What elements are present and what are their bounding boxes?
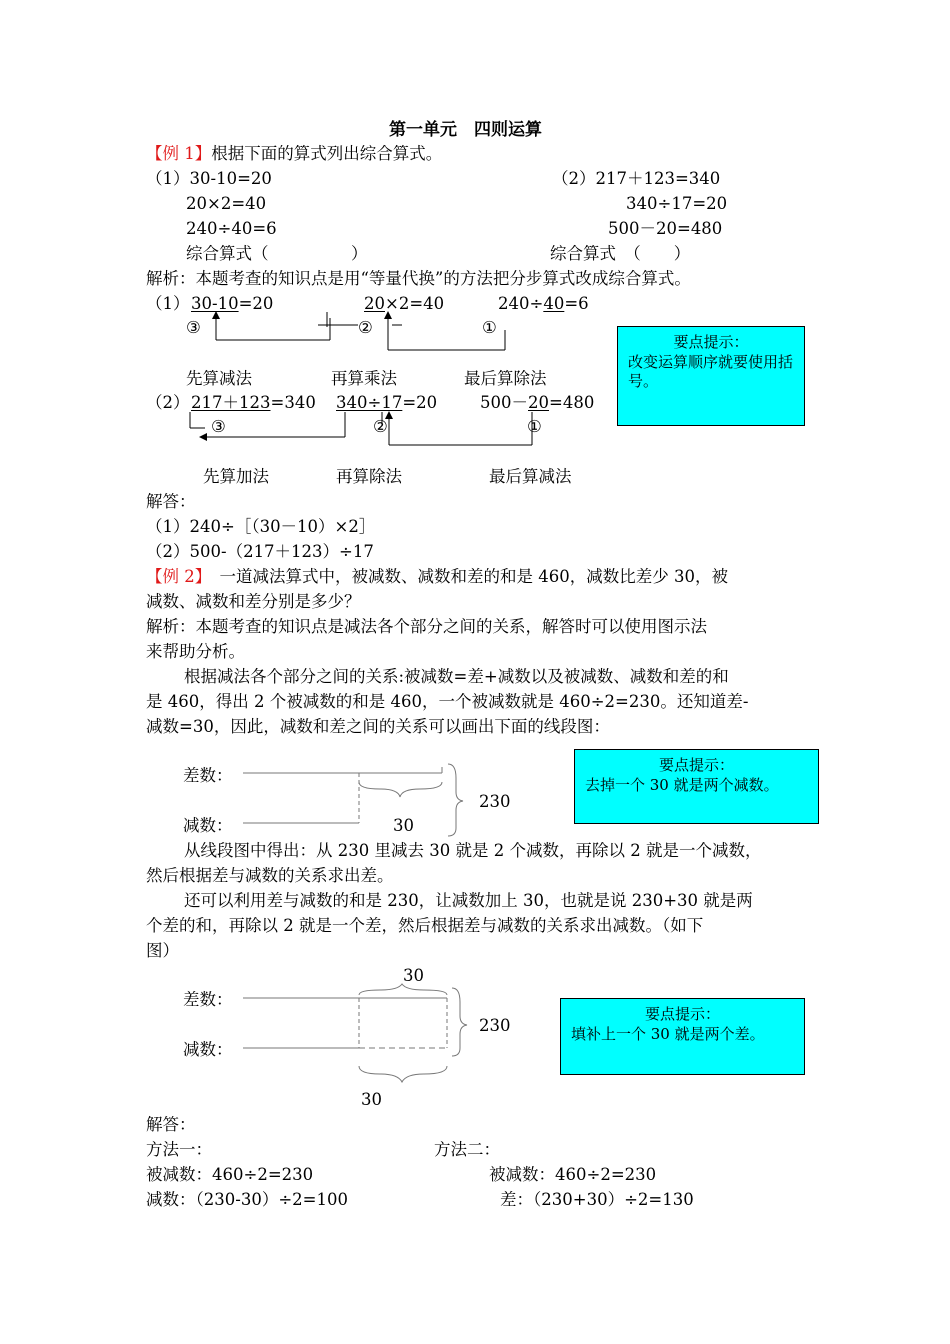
ex1-p1-line2: 20×2=40 (186, 194, 267, 213)
d2-prefix: （2） (146, 393, 190, 412)
ex2-para2-line1: 从线段图中得出：从 230 里减去 30 就是 2 个减数，再除以 2 就是一个减数， (184, 841, 762, 860)
d1-prefix: （1） (146, 294, 190, 313)
ex1-p1-line3: 240÷40=6 (186, 219, 277, 238)
d2-step-3: 最后算减法 (489, 467, 572, 486)
d1-mark-1: ① (482, 318, 497, 337)
order-arrows (190, 312, 532, 445)
ex1-p2-line3: 500－20=480 (608, 219, 723, 238)
ex2-analysis-2: 来帮助分析。 (146, 642, 245, 661)
method-2-line1: 被减数：460÷2=230 (489, 1165, 657, 1184)
example-2-tag: 【例 2】 (146, 567, 203, 586)
d2-expr-a: 217＋123=340 (191, 393, 316, 412)
fig1-diff-label: 差数： (183, 766, 233, 785)
example-1-tag: 【例 1】 (146, 144, 212, 163)
d2-mark-1: ① (527, 417, 542, 436)
tip-box-1: 要点提示： 改变运算顺序就要使用括号。 (617, 326, 805, 426)
ex1-p1-line1: （1）30-10=20 (146, 169, 272, 188)
d2-expr-b: 340÷17=20 (336, 393, 438, 412)
d1-step-1: 先算减法 (186, 369, 252, 388)
ex2-para3-line2: 个差的和，再除以 2 就是一个差，然后根据差与减数的关系求出减数。（如下 (146, 916, 704, 935)
d2-step-1: 先算加法 (203, 467, 269, 486)
ex2-para3-line3: 图） (146, 941, 179, 960)
segment-figure-2 (243, 984, 467, 1082)
ex2-answer-label: 解答： (146, 1115, 196, 1134)
tip-box-2: 要点提示： 去掉一个 30 就是两个减数。 (574, 749, 819, 824)
fig2-sum-label: 230 (479, 1016, 511, 1035)
fig2-sub-label: 减数： (183, 1040, 233, 1059)
ex1-answer-1: （1）240÷［（30－10）×2］ (146, 517, 376, 536)
d2-mark-2: ② (373, 417, 388, 436)
ex1-p1-combined: 综合算式（ ） (186, 244, 368, 263)
d1-expr-c: 240÷40=6 (498, 294, 589, 313)
ex2-para2-line2: 然后根据差与减数的关系求出差。 (146, 866, 394, 885)
ex2-para1-line3: 减数=30，因此，减数和差之间的关系可以画出下面的线段图： (146, 717, 610, 736)
ex1-answer-2: （2）500-（217＋123）÷17 (146, 542, 374, 561)
d1-mark-3: ③ (186, 318, 201, 337)
example-2-prompt: 一道减法算式中，被减数、减数和差的和是 460，减数比差少 30，被 (203, 567, 728, 586)
ex1-analysis: 解析：本题考查的知识点是用“等量代换”的方法把分步算式改成综合算式。 (146, 269, 691, 288)
fig2-bottom-label: 30 (361, 1090, 382, 1109)
d2-step-2: 再算除法 (336, 467, 402, 486)
ex2-para1-line1: 根据减法各个部分之间的关系:被减数=差+减数以及被减数、减数和差的和 (184, 667, 729, 686)
ex2-para3-line1: 还可以利用差与减数的和是 230，让减数加上 30，也就是说 230+30 就是两 (184, 891, 753, 910)
ex2-para1-line2: 是 460，得出 2 个被减数的和是 460，一个被减数就是 460÷2=230。还知道差- (146, 692, 749, 711)
d2-mark-3: ③ (211, 417, 226, 436)
ex1-answer-label: 解答： (146, 492, 196, 511)
method-1-line2: 减数：（230-30）÷2=100 (146, 1190, 348, 1209)
d1-expr-b: 20×2=40 (364, 294, 445, 313)
page-title: 第一单元 四则运算 (389, 120, 542, 140)
d1-mark-2: ② (358, 318, 373, 337)
method-2-title: 方法二： (434, 1140, 500, 1159)
method-2-line2: 差：（230+30）÷2=130 (500, 1190, 694, 1209)
tip-box-3: 要点提示： 填补上一个 30 就是两个差。 (560, 998, 805, 1075)
method-1-title: 方法一： (146, 1140, 212, 1159)
d1-expr-a: 30-10=20 (191, 294, 274, 313)
fig1-sub-label: 减数： (183, 816, 233, 835)
d1-step-2: 再算乘法 (331, 369, 397, 388)
fig2-top-label: 30 (403, 966, 424, 985)
d1-step-3: 最后算除法 (464, 369, 547, 388)
example-2-prompt-cont: 减数、减数和差分别是多少？ (146, 592, 361, 611)
method-1-line1: 被减数：460÷2=230 (146, 1165, 314, 1184)
segment-figure-1 (243, 764, 463, 836)
ex1-p2-line2: 340÷17=20 (626, 194, 728, 213)
ex2-analysis-1: 解析：本题考查的知识点是减法各个部分之间的关系，解答时可以使用图示法 (146, 617, 707, 636)
d2-expr-c: 500－20=480 (480, 393, 595, 412)
fig1-gap-label: 30 (393, 816, 414, 835)
fig1-sum-label: 230 (479, 792, 511, 811)
fig2-diff-label: 差数： (183, 990, 233, 1009)
ex1-p2-combined: 综合算式 （ ） (550, 244, 691, 263)
ex1-p2-line1: （2）217＋123=340 (552, 169, 721, 188)
example-1-prompt: 根据下面的算式列出综合算式。 (211, 144, 443, 163)
